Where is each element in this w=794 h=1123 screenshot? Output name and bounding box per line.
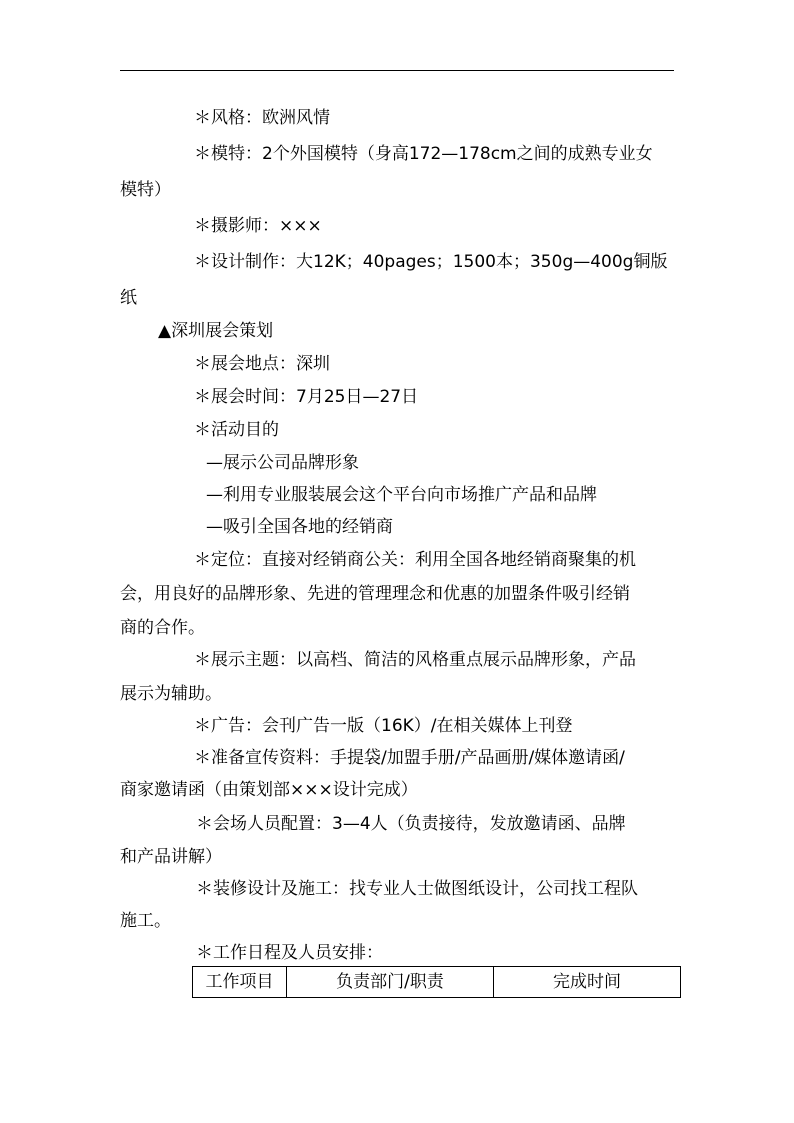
- table-header-row: [193, 967, 681, 998]
- positioning-item: ＊定位：直接对经销商公关：利用全国各地经销商聚集的机: [194, 550, 636, 570]
- model-item: ＊模特：2个外国模特（身高172—178cm之间的成熟专业女: [194, 144, 653, 164]
- decoration-item: ＊装修设计及施工：找专业人士做图纸设计，公司找工程队: [196, 879, 638, 899]
- design-item: ＊设计制作：大12K；40pages；1500本；350g—400g铜版: [194, 252, 668, 272]
- style-item: ＊风格：欧洲风情: [194, 108, 330, 128]
- theme-item-cont: 展示为辅助。: [120, 684, 222, 704]
- purpose-sub-2: —利用专业服装展会这个平台向市场推广产品和品牌: [206, 485, 597, 505]
- purpose-sub-1: —展示公司品牌形象: [206, 453, 359, 473]
- positioning-item-cont-2: 商的合作。: [120, 618, 205, 638]
- header-rule: [120, 70, 674, 71]
- materials-item: ＊准备宣传资料：手提袋/加盟手册/产品画册/媒体邀请函/: [194, 748, 625, 768]
- header-department: 负责部门/职责: [287, 967, 494, 998]
- time-item: ＊展会时间：7月25日—27日: [194, 387, 419, 407]
- schedule-item: ＊工作日程及人员安排：: [196, 943, 383, 963]
- materials-item-cont: 商家邀请函（由策划部×××设计完成）: [120, 780, 418, 800]
- schedule-table: [192, 966, 681, 998]
- staffing-item-cont: 和产品讲解）: [120, 847, 222, 867]
- decoration-item-cont: 施工。: [120, 911, 171, 931]
- theme-item: ＊展示主题：以高档、简洁的风格重点展示品牌形象，产品: [194, 650, 636, 670]
- header-completion-time: 完成时间: [494, 967, 681, 998]
- section-heading: ▲深圳展会策划: [158, 321, 274, 341]
- staffing-item: ＊会场人员配置：3—4人（负责接待，发放邀请函、品牌: [196, 814, 626, 834]
- design-item-cont: 纸: [120, 288, 137, 308]
- purpose-item: ＊活动目的: [194, 420, 279, 440]
- header-work-item: 工作项目: [193, 967, 287, 998]
- ad-item: ＊广告：会刊广告一版（16K）/在相关媒体上刊登: [194, 716, 573, 736]
- venue-item: ＊展会地点：深圳: [194, 354, 330, 374]
- model-item-cont: 模特）: [120, 180, 171, 200]
- purpose-sub-3: —吸引全国各地的经销商: [206, 517, 393, 537]
- positioning-item-cont-1: 会，用良好的品牌形象、先进的管理理念和优惠的加盟条件吸引经销: [120, 584, 630, 604]
- photographer-item: ＊摄影师：×××: [194, 216, 322, 236]
